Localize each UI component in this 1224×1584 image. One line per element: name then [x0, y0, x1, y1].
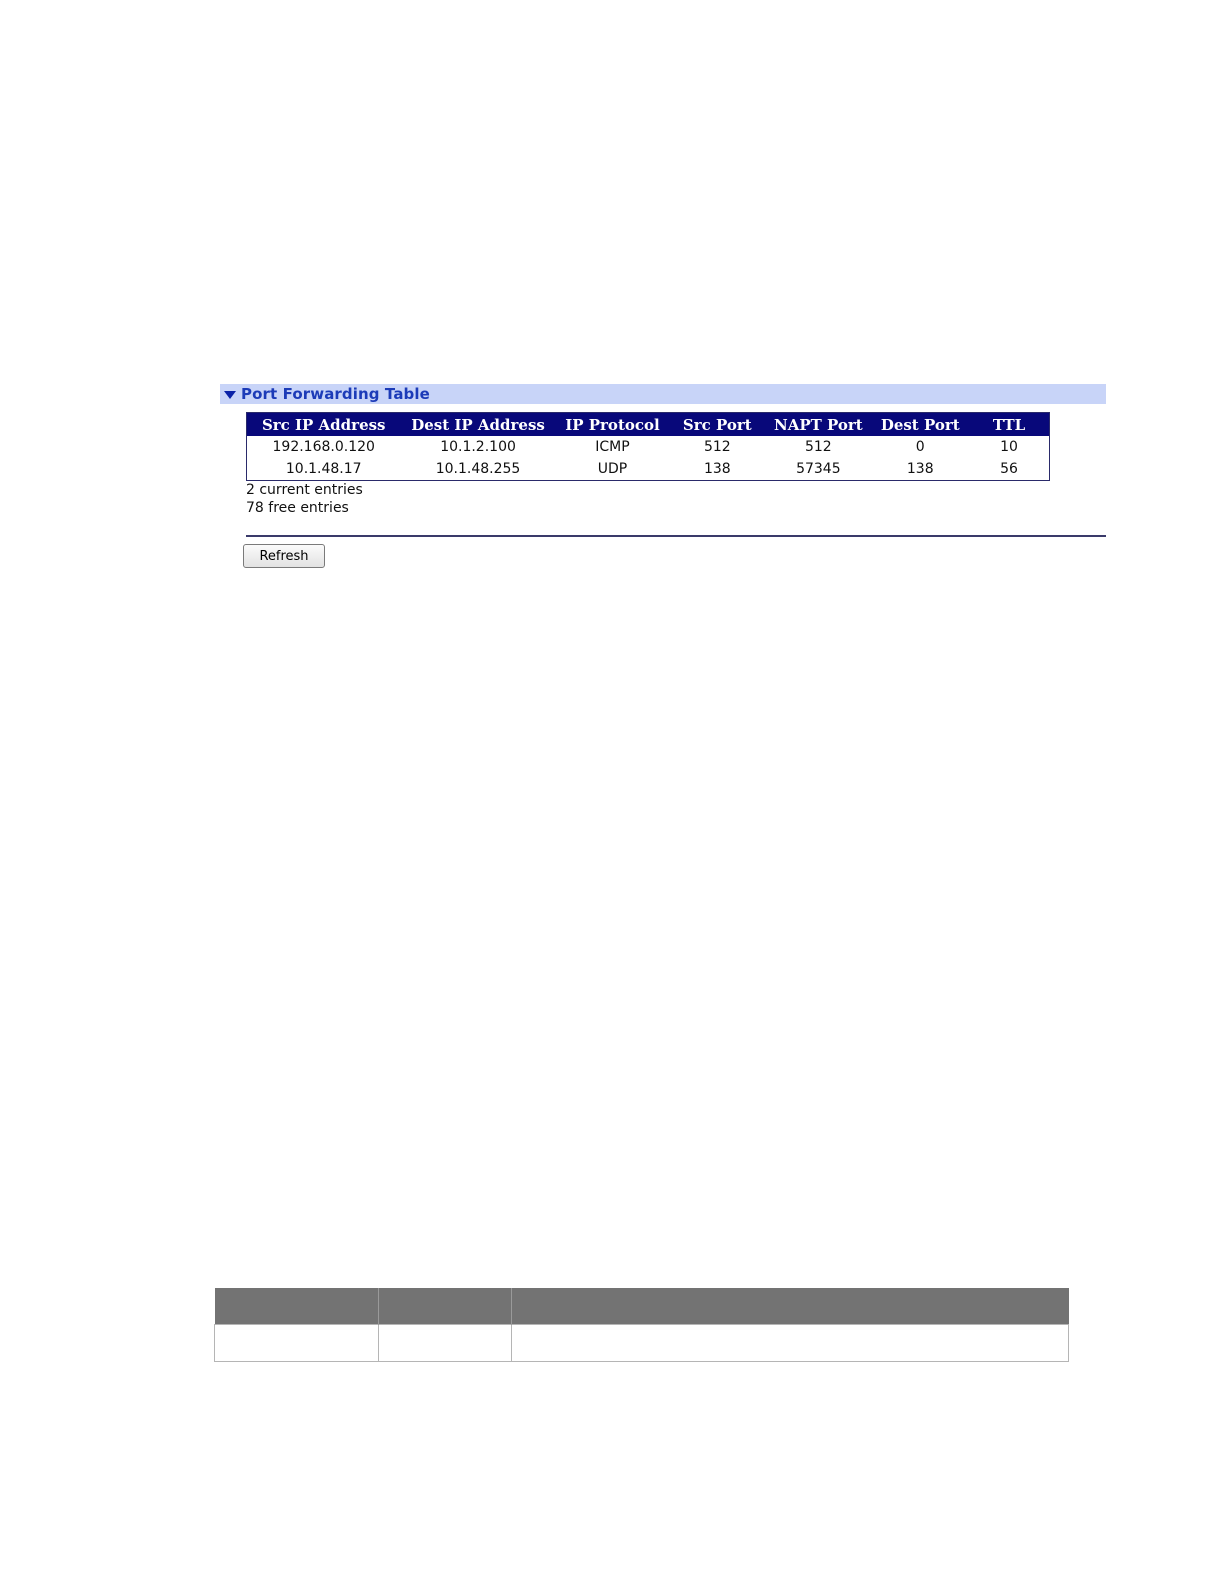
- gray-table-cell: [378, 1325, 511, 1362]
- cell-ip-protocol: UDP: [597, 461, 628, 477]
- column-header-src-port: Src Port: [669, 413, 765, 437]
- collapse-triangle-icon[interactable]: [224, 391, 236, 399]
- cell-ip-protocol: ICMP: [595, 439, 630, 455]
- gray-table-cell: [511, 1325, 1069, 1362]
- refresh-button[interactable]: Refresh: [243, 544, 325, 568]
- gray-table-cell: [215, 1325, 379, 1362]
- cell-dest-port: 138: [906, 461, 934, 477]
- cell-napt-port: 512: [804, 439, 832, 455]
- cell-src-ip: 10.1.48.17: [285, 461, 362, 477]
- table-row: [247, 436, 1050, 458]
- cell-dest-ip: 10.1.2.100: [440, 439, 516, 455]
- column-header-napt-port: NAPT Port: [765, 413, 871, 437]
- cell-dest-port: 0: [915, 439, 925, 455]
- column-header-dest-port: Dest Port: [871, 413, 969, 437]
- column-header-dest-ip: Dest IP Address: [400, 413, 555, 437]
- cell-napt-port: 57345: [796, 461, 841, 477]
- column-header-src-ip: Src IP Address: [247, 413, 401, 437]
- cell-src-port: 512: [703, 439, 731, 455]
- column-header-ttl: TTL: [969, 413, 1049, 437]
- cell-dest-ip: 10.1.48.255: [435, 461, 521, 477]
- cell-ttl: 56: [1000, 461, 1018, 477]
- section-title: Port Forwarding Table: [241, 385, 430, 403]
- gray-table-row: [215, 1325, 1069, 1362]
- gray-table-header-cell: [511, 1288, 1069, 1325]
- cell-ttl: 10: [1000, 439, 1018, 455]
- free-entries-text: 78 free entries: [246, 500, 349, 516]
- section-header-port-forwarding[interactable]: [220, 384, 1106, 404]
- column-header-ip-protocol: IP Protocol: [556, 413, 670, 437]
- current-entries-text: 2 current entries: [246, 482, 363, 498]
- table-row: [247, 458, 1050, 481]
- port-forwarding-table: [246, 412, 1050, 481]
- cell-src-port: 138: [703, 461, 731, 477]
- divider: [246, 535, 1106, 537]
- table-header-row: [247, 413, 1050, 437]
- cell-src-ip: 192.168.0.120: [272, 439, 375, 455]
- gray-table-header-cell: [215, 1288, 379, 1325]
- gray-table-header-row: [215, 1288, 1069, 1325]
- bottom-gray-table: [214, 1288, 1069, 1362]
- gray-table-header-cell: [378, 1288, 511, 1325]
